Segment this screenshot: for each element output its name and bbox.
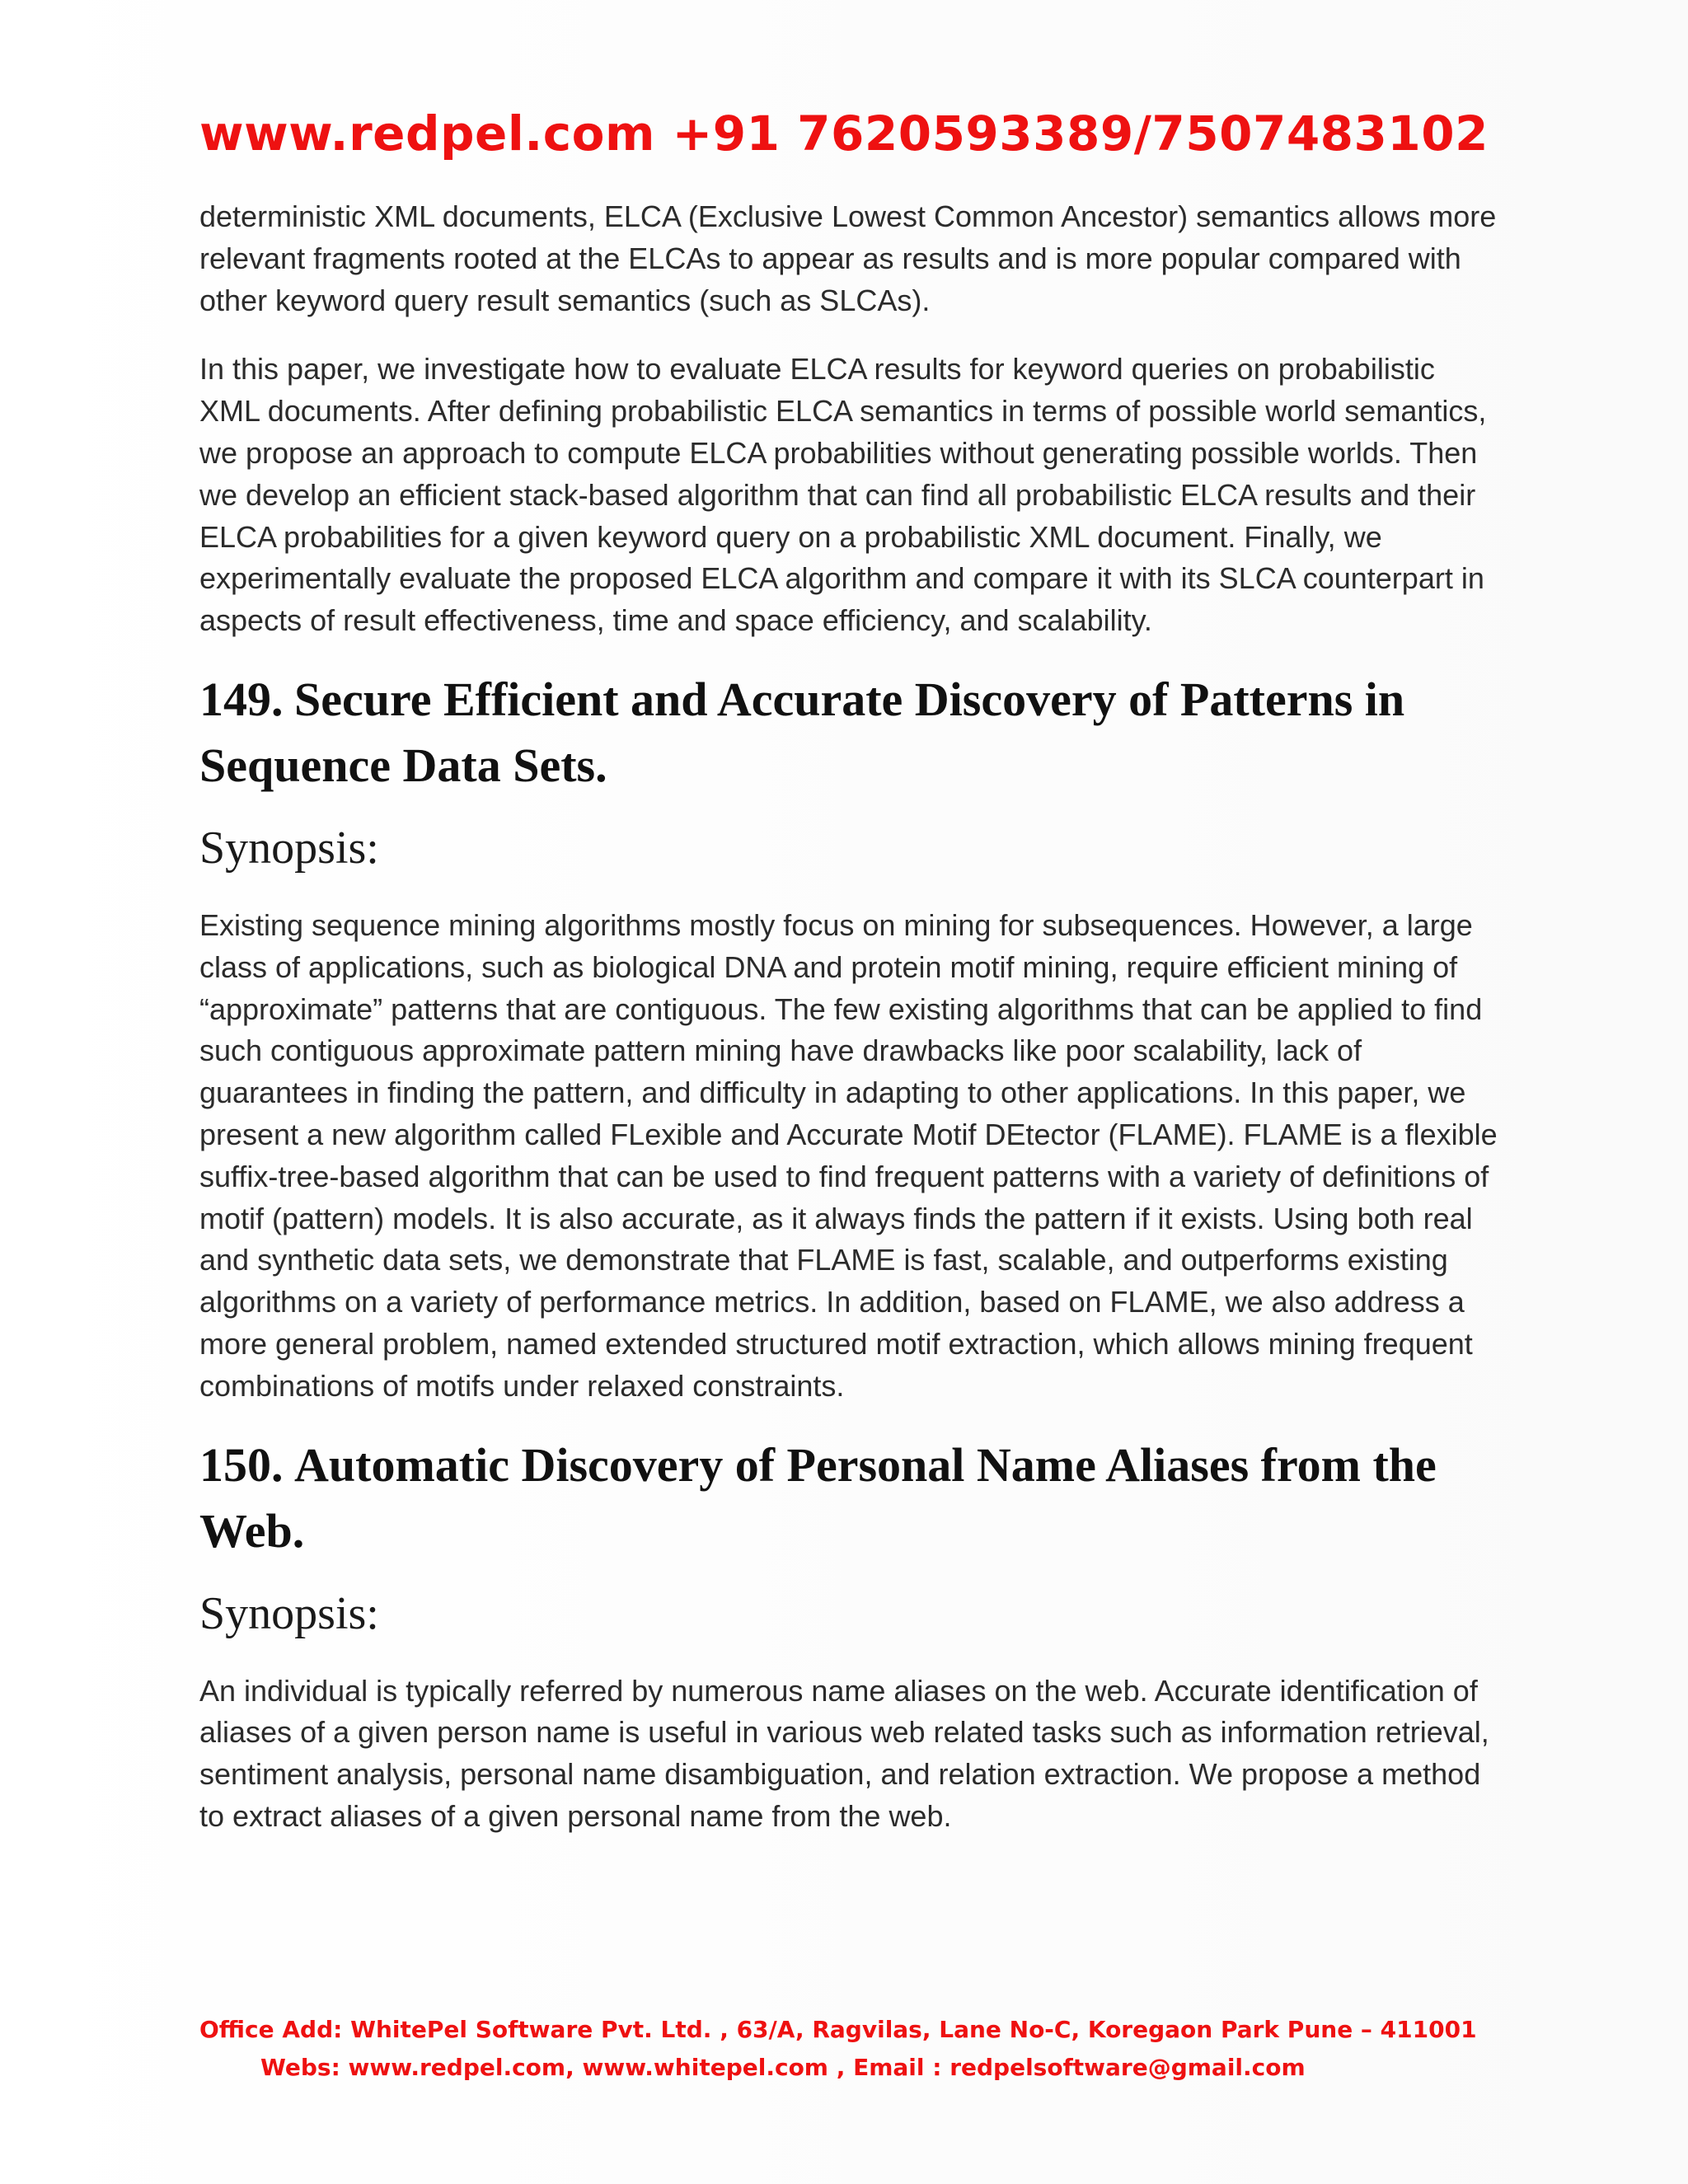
synopsis-label: Synopsis: bbox=[199, 1587, 379, 1639]
office-address: Office Add: WhitePel Software Pvt. Ltd. , 63/A, Ragvilas, Lane No-C, Koregaon Park Pune – 411001 bbox=[199, 2016, 1477, 2043]
section-body-149: Existing sequence mining algorithms mostly focus on mining for subsequences. However, a large class of applications, such as biological DNA and protein motif mining, require efficient mining of “approximate” patterns that are contiguous. The few existing algorithms that can be applied to find such contiguous approximate pattern mining have drawbacks like poor scalability, lack of guarantees in finding the pattern, and difficulty in adapting to other applications. In this paper, we present a new algorithm called FLexible and Accurate Motif DEtector (FLAME). FLAME is a flexible suffix-tree-based algorithm that can be used to find frequent patterns with a variety of definitions of motif (pattern) models. It is also accurate, as it always finds the pattern if it exists. Using both real and synthetic data sets, we demonstrate that FLAME is fast, scalable, and outperforms existing algorithms on a variety of performance metrics. In addition, based on FLAME, we also address a more general problem, named extended structured motif extraction, which allows mining frequent combinations of motifs under relaxed constraints. bbox=[199, 907, 1498, 1403]
intro-paragraph-2: In this paper, we investigate how to evaluate ELCA results for keyword queries on probabilistic XML documents. After defining probabilistic ELCA semantics in terms of possible world semantics, we propose an approach to compute ELCA probabilities without generating possible worlds. Then we develop an efficient stack-based algorithm that can find all probabilistic ELCA results and their ELCA probabilities for a given keyword query on a probabilistic XML document. Finally, we experimentally evaluate the proposed ELCA algorithm and compare it with its SLCA counterpart in aspects of result effectiveness, time and space efficiency, and scalability. bbox=[199, 352, 1487, 638]
intro-paragraph-1: deterministic XML documents, ELCA (Exclusive Lowest Common Ancestor) semantics allows more relevant fragments rooted at the ELCAs to appear as results and is more popular compared with other keyword query result semantics (such as SLCAs). bbox=[199, 199, 1497, 317]
section-title: Automatic Discovery of Personal Name Aliases from the Web. bbox=[199, 1437, 1437, 1558]
section-number: 150. bbox=[199, 1437, 284, 1492]
synopsis-label: Synopsis: bbox=[199, 822, 379, 874]
web-links: Webs: www.redpel.com, www.whitepel.com , Email : redpelsoftware@gmail.com bbox=[260, 2054, 1306, 2081]
section-heading-150 bbox=[199, 1432, 1502, 1564]
contact-header: www.redpel.com +91 7620593389/7507483102 bbox=[199, 105, 1489, 162]
section-number: 149. bbox=[199, 672, 284, 726]
section-title: Secure Efficient and Accurate Discovery of Patterns in Sequence Data Sets. bbox=[199, 672, 1405, 792]
section-body-150: An individual is typically referred by numerous name aliases on the web. Accurate identification of aliases of a given person name is useful in various web related tasks such as information retrieval, sentiment analysis, personal name disambiguation, and relation extraction. We propose a method to extract aliases of a given personal name from the web. bbox=[199, 1673, 1489, 1833]
page-footer bbox=[199, 2011, 1502, 2087]
section-heading-149 bbox=[199, 667, 1502, 799]
page-content bbox=[199, 196, 1502, 1838]
